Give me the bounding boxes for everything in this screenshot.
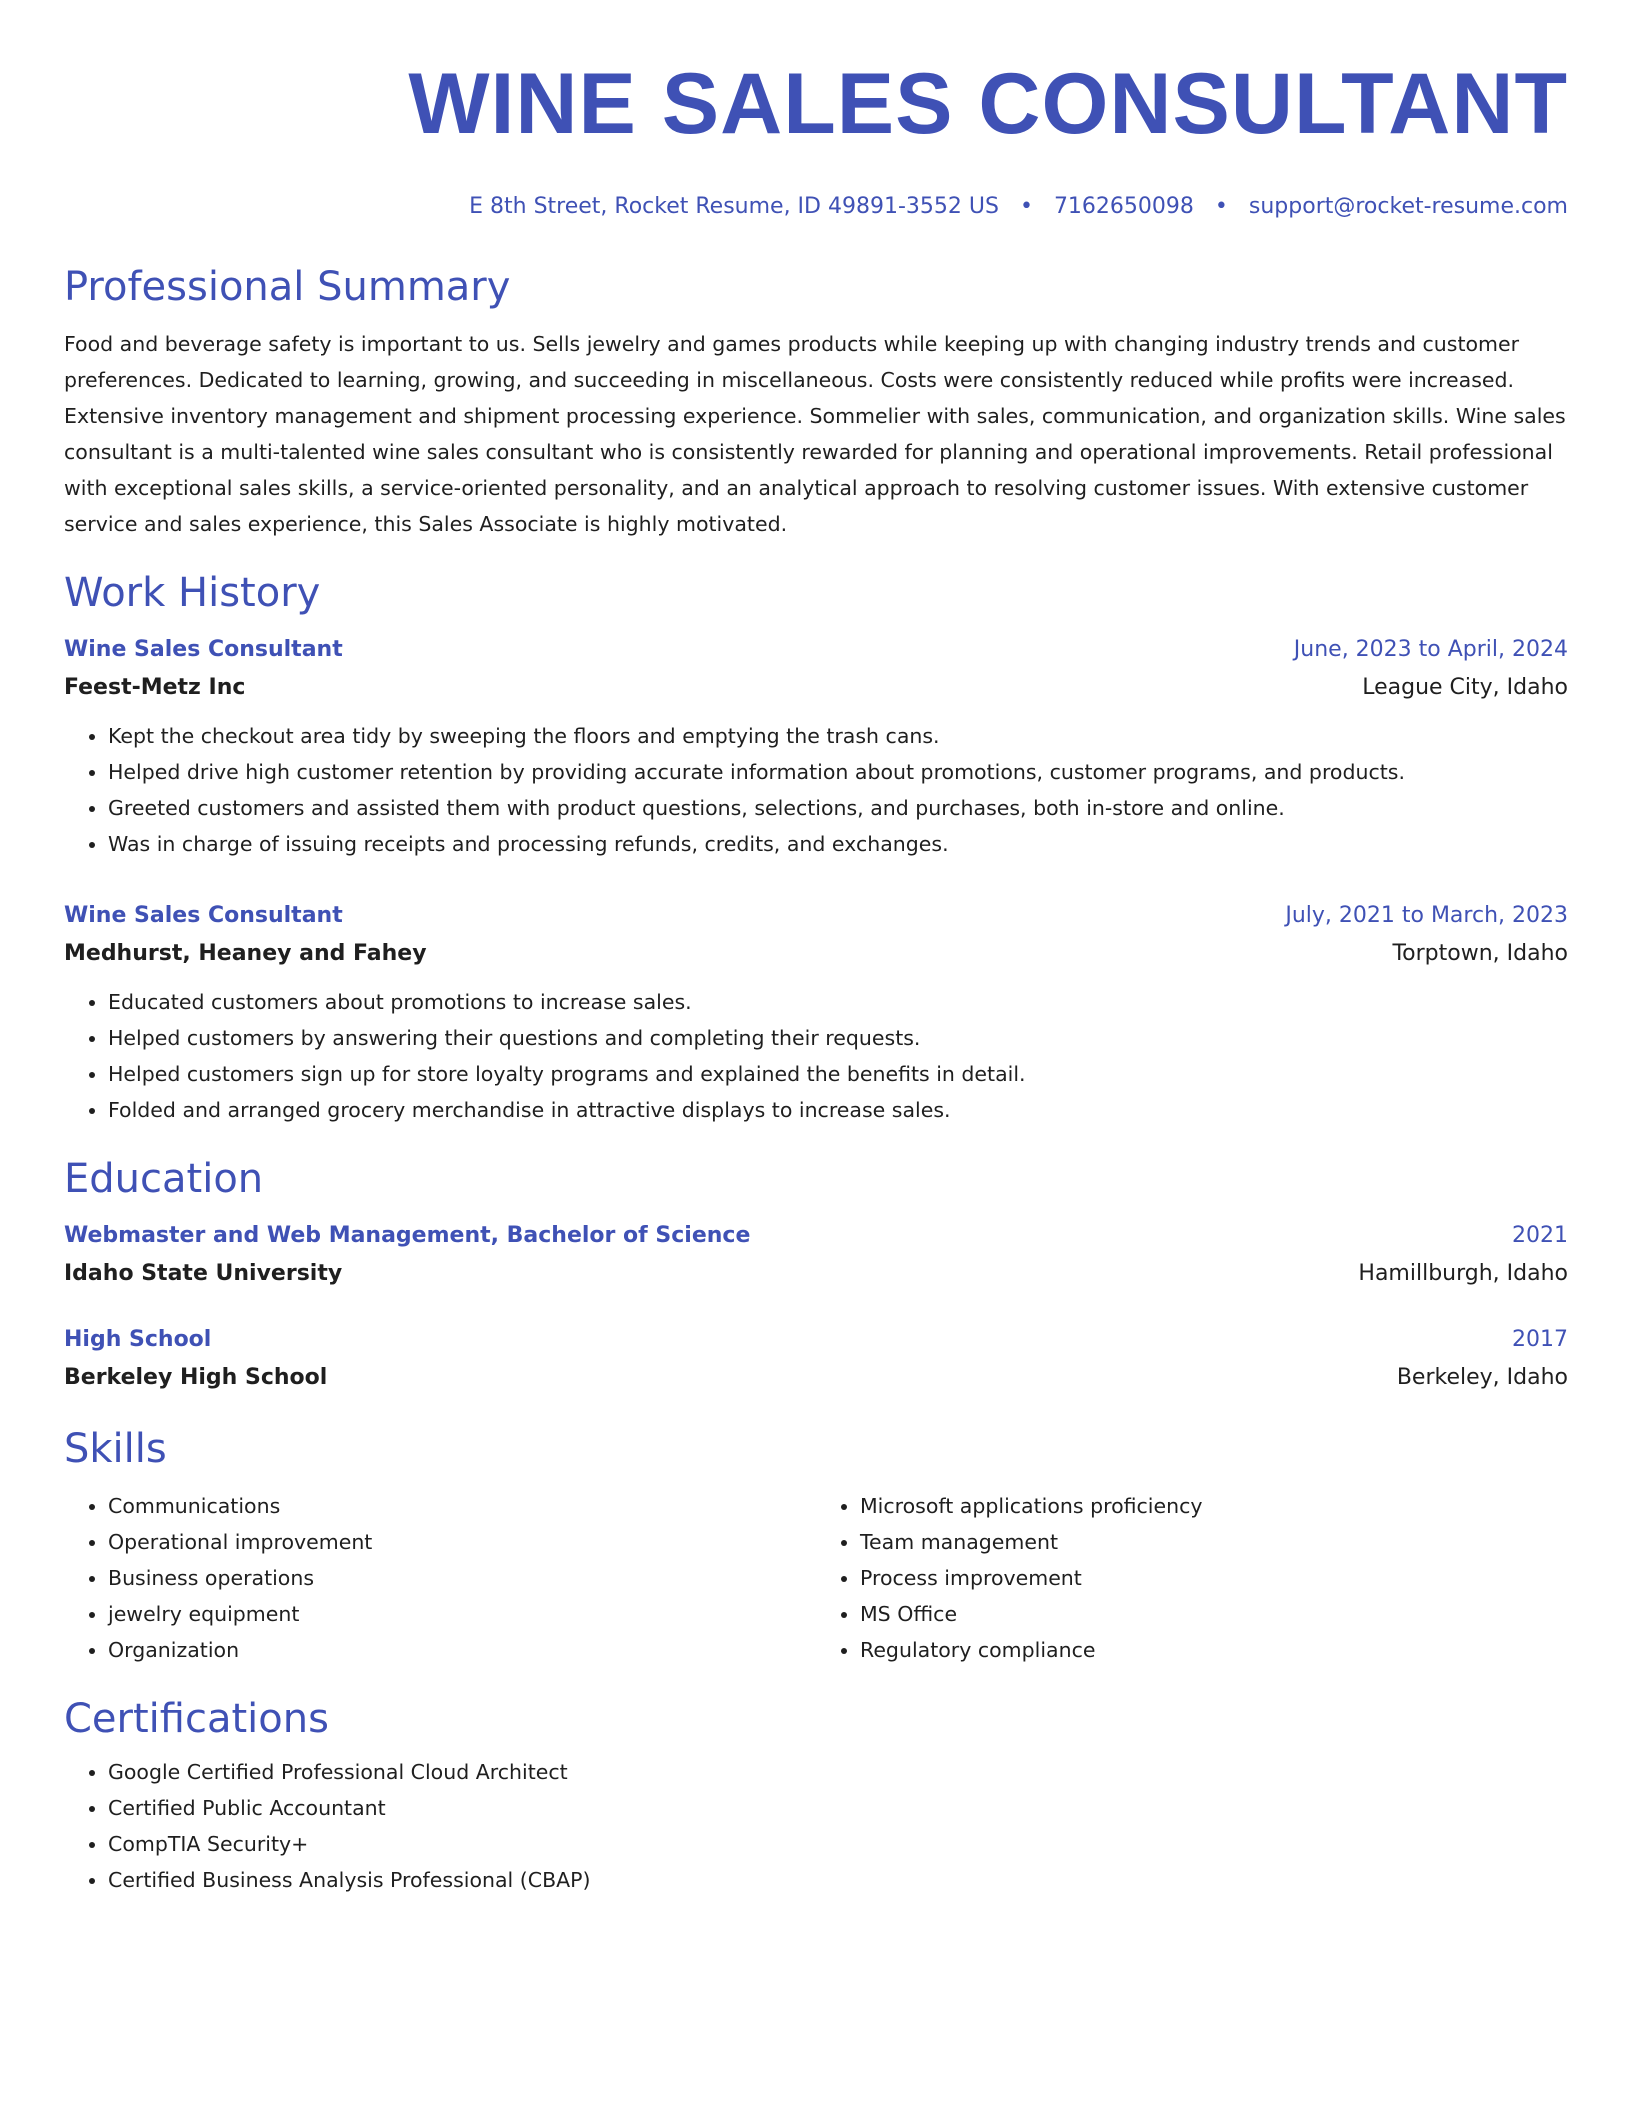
job-dates: June, 2023 to April, 2024 xyxy=(1293,637,1568,662)
certifications-list xyxy=(64,1754,1568,1898)
education-heading: Education xyxy=(64,1156,264,1202)
work-history-heading: Work History xyxy=(64,570,321,616)
list-item: • Greeted customers and assisted them with product questions, selections, and purchases, both in-store and online. xyxy=(108,790,1568,826)
work-history-section xyxy=(64,568,1568,1128)
job-title: Wine Sales Consultant xyxy=(64,903,343,928)
job-bullets xyxy=(64,984,1568,1128)
job-location: Torptown, Idaho xyxy=(1392,941,1568,966)
certification-item: • Certified Business Analysis Professional (CBAP) xyxy=(108,1862,1568,1898)
resume-title: WINE SALES CONSULTANT xyxy=(408,56,1568,152)
contact-address: E 8th Street, Rocket Resume, ID 49891-3552 US xyxy=(469,194,999,219)
education-entry xyxy=(64,1322,1568,1398)
summary-heading: Professional Summary xyxy=(64,264,511,310)
skills-heading: Skills xyxy=(64,1426,167,1472)
skill-item: • Process improvement xyxy=(860,1560,1568,1596)
skill-item: • Microsoft applications proficiency xyxy=(860,1488,1568,1524)
skill-item: • MS Office xyxy=(860,1596,1568,1632)
skill-item: • jewelry equipment xyxy=(108,1596,816,1632)
certification-item: • CompTIA Security+ xyxy=(108,1826,1568,1862)
certifications-heading: Certifications xyxy=(64,1696,329,1742)
certification-item: • Google Certified Professional Cloud Architect xyxy=(108,1754,1568,1790)
list-item: • Kept the checkout area tidy by sweeping the floors and emptying the trash cans. xyxy=(108,718,1568,754)
contact-separator: • xyxy=(1019,194,1033,219)
education-location: Berkeley, Idaho xyxy=(1396,1365,1568,1390)
certification-item: • Certified Public Accountant xyxy=(108,1790,1568,1826)
contact-email: support@rocket-resume.com xyxy=(1248,194,1568,219)
education-degree: Webmaster and Web Management, Bachelor of Science xyxy=(64,1223,751,1248)
education-year: 2017 xyxy=(1512,1327,1568,1352)
education-location: Hamillburgh, Idaho xyxy=(1358,1261,1568,1286)
job-dates: July, 2021 to March, 2023 xyxy=(1285,903,1568,928)
contact-separator: • xyxy=(1214,194,1228,219)
skills-list-right xyxy=(816,1488,1568,1668)
education-entry xyxy=(64,1218,1568,1294)
job-company: Medhurst, Heaney and Fahey xyxy=(64,941,427,966)
education-section xyxy=(64,1154,1568,1398)
job-company: Feest-Metz Inc xyxy=(64,675,246,700)
list-item: • Helped customers by answering their questions and completing their requests. xyxy=(108,1020,1568,1056)
skill-item: • Communications xyxy=(108,1488,816,1524)
job-entry xyxy=(64,632,1568,862)
skills-grid xyxy=(64,1488,1568,1668)
contact-line xyxy=(64,192,1568,222)
education-degree: High School xyxy=(64,1327,212,1352)
contact-phone: 7162650098 xyxy=(1053,194,1194,219)
skill-item: • Operational improvement xyxy=(108,1524,816,1560)
job-location: League City, Idaho xyxy=(1362,675,1568,700)
certifications-section xyxy=(64,1694,1568,1898)
list-item: • Helped drive high customer retention by providing accurate information about promotions, customer programs, and products. xyxy=(108,754,1568,790)
skills-section xyxy=(64,1424,1568,1668)
summary-text: Food and beverage safety is important to us. Sells jewelry and games products while keeping up with changing industry trends and customer preferences. Dedicated to learning, growing, and succeeding in miscellaneous. Costs were consistently reduced while profits were increased. Extensive inventory management and shipment processing experience. Sommelier with sales, communication, and organization skills. Wine sales consultant is a multi-talented wine sales consultant who is consistently rewarded for planning and operational improvements. Retail professional with exceptional sales skills, a service-oriented personality, and an analytical approach to resolving customer issues. With extensive customer service and sales experience, this Sales Associate is highly motivated. xyxy=(64,332,1566,536)
list-item: • Educated customers about promotions to increase sales. xyxy=(108,984,1568,1020)
list-item: • Was in charge of issuing receipts and processing refunds, credits, and exchanges. xyxy=(108,826,1568,862)
list-item: • Folded and arranged grocery merchandise in attractive displays to increase sales. xyxy=(108,1092,1568,1128)
education-school: Berkeley High School xyxy=(64,1365,328,1390)
list-item: • Helped customers sign up for store loyalty programs and explained the benefits in detail. xyxy=(108,1056,1568,1092)
skill-item: • Organization xyxy=(108,1632,816,1668)
skill-item: • Regulatory compliance xyxy=(860,1632,1568,1668)
skills-list-left xyxy=(64,1488,816,1668)
job-title: Wine Sales Consultant xyxy=(64,637,343,662)
skill-item: • Team management xyxy=(860,1524,1568,1560)
education-year: 2021 xyxy=(1512,1223,1568,1248)
job-bullets xyxy=(64,718,1568,862)
job-entry xyxy=(64,898,1568,1128)
skill-item: • Business operations xyxy=(108,1560,816,1596)
education-school: Idaho State University xyxy=(64,1261,343,1286)
